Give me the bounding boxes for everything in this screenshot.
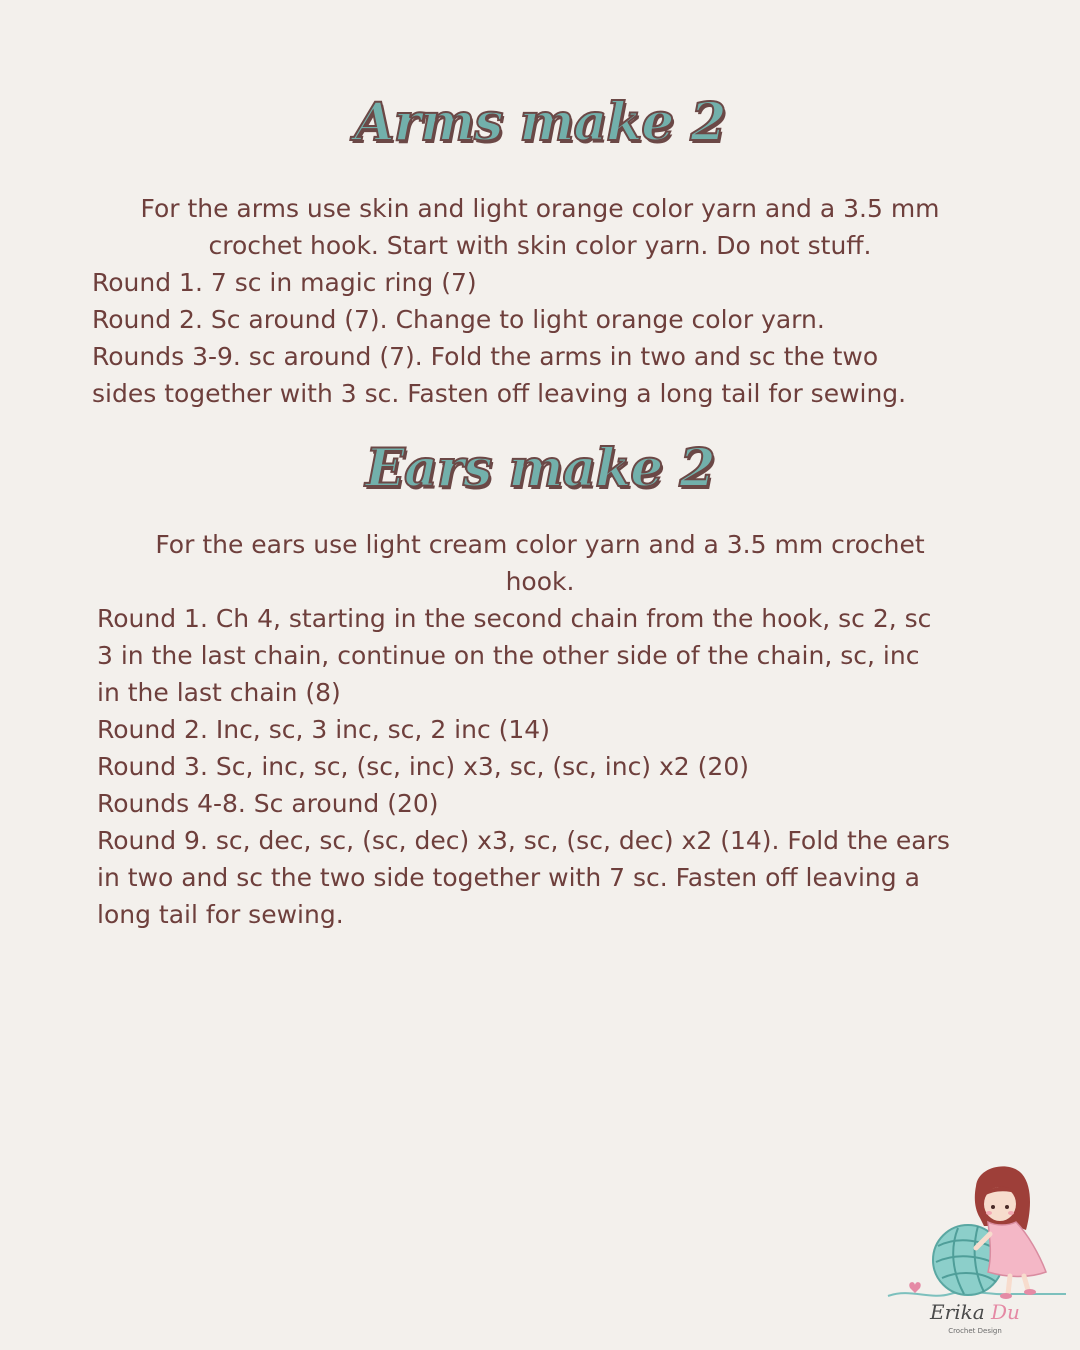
- ears-line-3: in the last chain (8): [97, 678, 341, 707]
- arms-heading: Arms make 2: [354, 92, 726, 153]
- ears-instructions: [97, 600, 950, 933]
- ears-line-2: 3 in the last chain, continue on the other side of the chain, sc, inc: [97, 641, 920, 670]
- logo-tagline: Crochet Design: [948, 1327, 1002, 1335]
- arms-instructions: [92, 264, 906, 412]
- ears-line-6: Rounds 4-8. Sc around (20): [97, 789, 439, 818]
- arms-line-4: sides together with 3 sc. Fasten off leaving a long tail for sewing.: [92, 379, 907, 408]
- arms-line-2: Round 2. Sc around (7). Change to light orange color yarn.: [92, 305, 825, 334]
- ears-line-8: in two and sc the two side together with 7 sc. Fasten off leaving a: [97, 863, 920, 892]
- logo-name-first: Erika: [930, 1300, 985, 1324]
- arms-line-3: Rounds 3-9. sc around (7). Fold the arms in two and sc the two: [92, 342, 879, 371]
- ears-line-4: Round 2. Inc, sc, 3 inc, sc, 2 inc (14): [97, 715, 550, 744]
- logo-wordmark: [880, 1300, 1070, 1324]
- ears-line-7: Round 9. sc, dec, sc, (sc, dec) x3, sc, (sc, dec) x2 (14). Fold the ears: [97, 826, 950, 855]
- ears-line-9: long tail for sewing.: [97, 900, 344, 929]
- ears-heading: Ears make 2: [365, 438, 715, 499]
- ears-line-1: Round 1. Ch 4, starting in the second chain from the hook, sc 2, sc: [97, 604, 932, 633]
- ears-intro: For the ears use light cream color yarn and a 3.5 mm crochet hook.: [155, 530, 925, 596]
- arms-intro: For the arms use skin and light orange color yarn and a 3.5 mm crochet hook. Start with skin color yarn. Do not stuff.: [140, 194, 940, 260]
- brand-logo: [880, 1160, 1070, 1340]
- arms-line-1: Round 1. 7 sc in magic ring (7): [92, 268, 477, 297]
- ears-line-5: Round 3. Sc, inc, sc, (sc, inc) x3, sc, (sc, inc) x2 (20): [97, 752, 749, 781]
- logo-name-second: Du: [991, 1300, 1020, 1324]
